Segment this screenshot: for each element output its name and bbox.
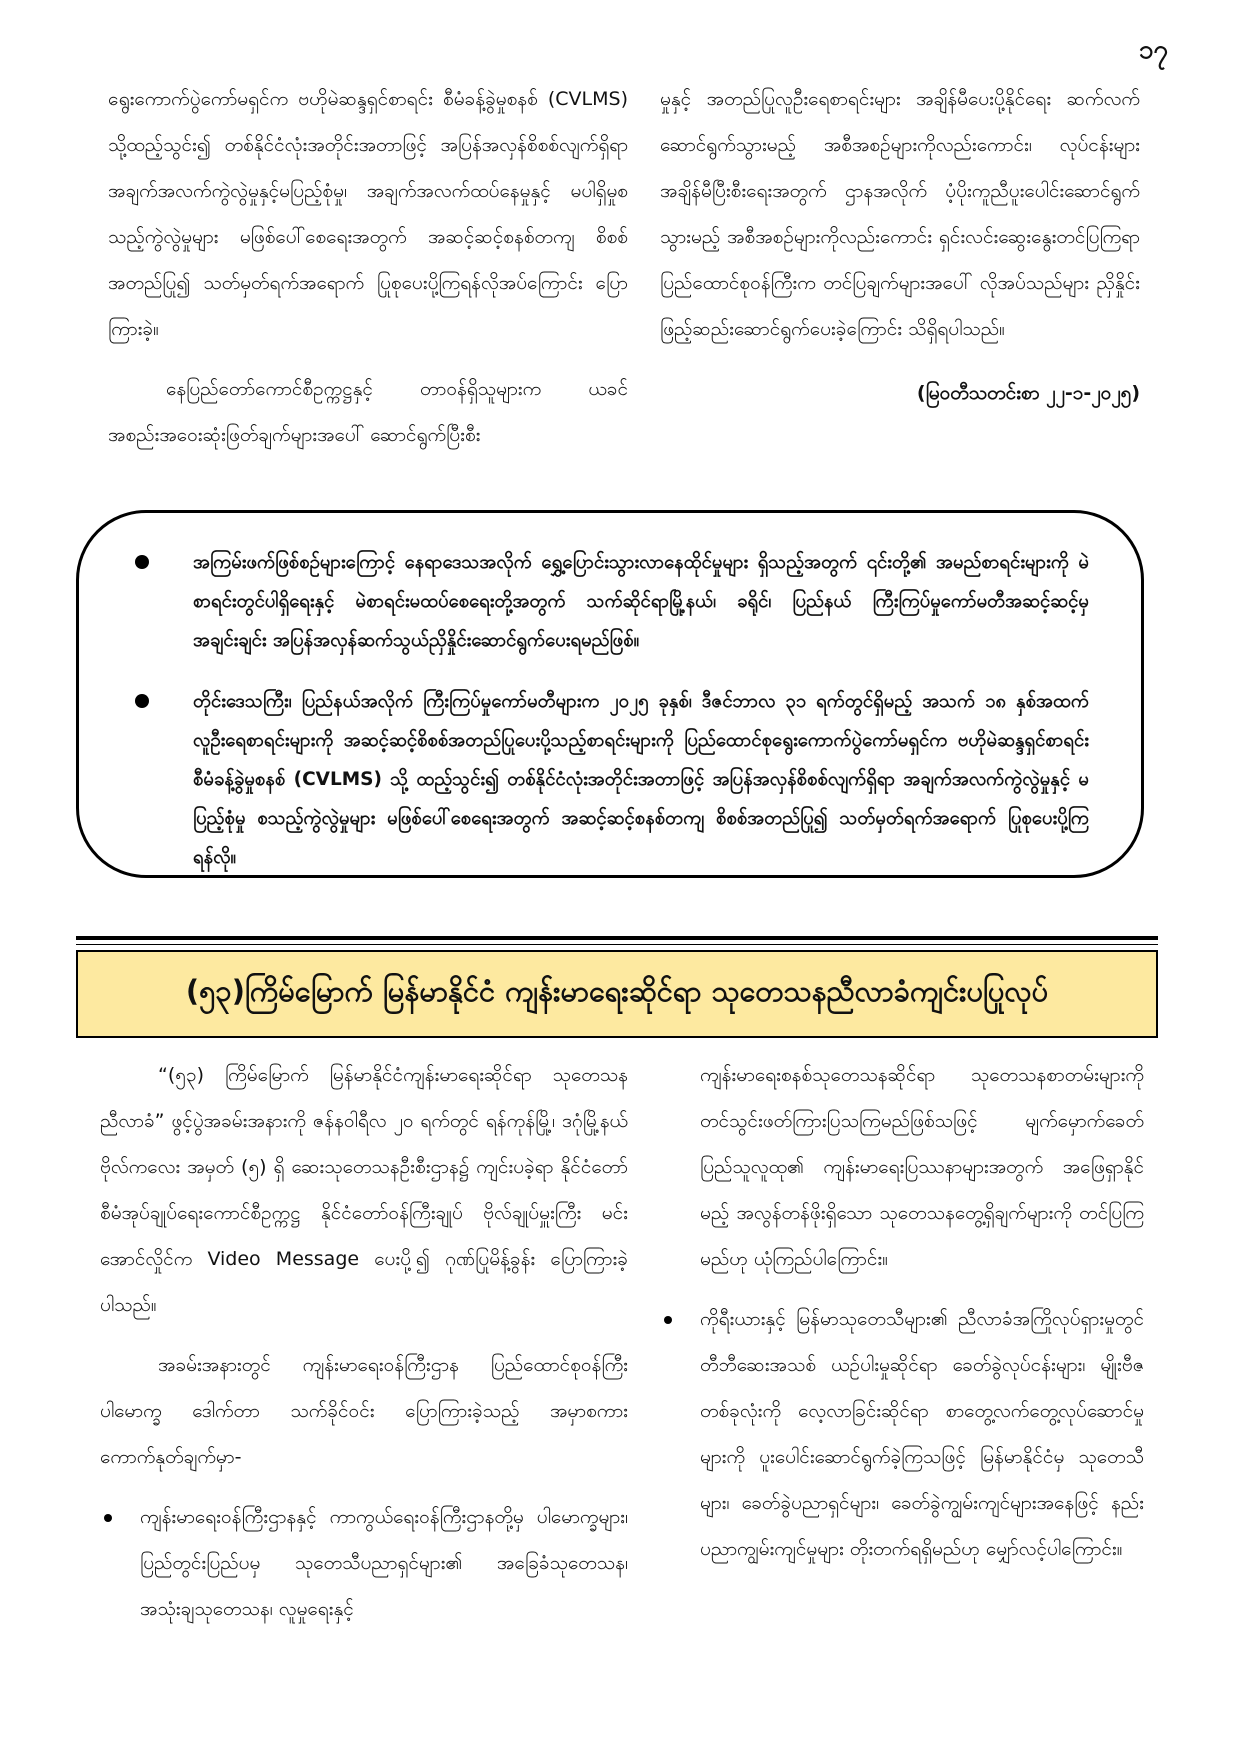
article-bullet-item [660,1296,1144,1572]
article-paragraph: “(၅၃) ကြိမ်မြောက် မြန်မာနိုင်ငံကျန်းမာရေးဆိုင်ရာ သုတေသနညီလာခံ” ဖွင့်ပွဲအခမ်းအနားကို ဇန်နဝါရီလ ၂၀ ရက်တွင် ရန်ကုန်မြို့၊ ဒဂုံမြို့နယ် ဗိုလ်ကလေး အမှတ် (၅) ရှိ ဆေးသုတေသနဦးစီးဌာန၌ ကျင်းပခဲ့ရာ နိုင်ငံတော်စီမံအုပ်ချုပ်ရေးကောင်စီဥက္ကဋ္ဌ နိုင်ငံတော်ဝန်ကြီးချုပ် ဗိုလ်ချုပ်မှူးကြီး မင်းအောင်လှိုင်က Video Message ပေးပို့၍ ဂုဏ်ပြုမိန့်ခွန်း ပြောကြားခဲ့ပါသည်။ [100,1064,628,1316]
summary-item-text: တိုင်းဒေသကြီး၊ ပြည်နယ်အလိုက် ကြီးကြပ်မှုကော်မတီများက ၂၀၂၅ ခုနှစ်၊ ဒီဇင်ဘာလ ၃၁ ရက်တွင်ရှိမည့် အသက် ၁၈ နှစ်အထက် လူဦးရေစာရင်းများကို အဆင့်ဆင့်စိစစ်အတည်ပြုပေးပို့သည့်စာရင်းများကို ပြည်ထောင်စုရွေးကောက်ပွဲကော်မရှင်က ဗဟိုမဲဆန္ဒရှင်စာရင်း စီမံခန့်ခွဲမှုစနစ် (CVLMS) သို့ ထည့်သွင်း၍ တစ်နိုင်ငံလုံးအတိုင်းအတာဖြင့် အပြန်အလှန်စိစစ်လျက်ရှိရာ အချက်အလက်ကွဲလွဲမှုနှင့် မပြည့်စုံမှု စသည့်ကွဲလွဲမှုများ မဖြစ်ပေါ်စေရေးအတွက် အဆင့်ဆင့်စနစ်တကျ စိစစ်အတည်ပြု၍ သတ်မှတ်ရက်အရောက် ပြုစုပေးပို့ကြရန်လို။ [193,691,1089,868]
article-paragraph: အခမ်းအနားတွင် ကျန်းမာရေးဝန်ကြီးဌာန ပြည်ထောင်စုဝန်ကြီး ပါမောက္ခ ဒေါက်တာ သက်ခိုင်ဝင်း ပြောကြားခဲ့သည့် အမှာစကားကောက်နုတ်ချက်မှာ- [100,1354,628,1468]
section-divider-thin [76,944,1158,945]
summary-item [135,682,1089,877]
summary-box [76,510,1144,878]
summary-list [135,543,1089,877]
bottom-article-left-column [100,1052,628,1632]
bullet-icon [135,555,149,569]
article-bullet-item [100,1494,628,1632]
article-paragraph: ကျန်းမာရေးစနစ်သုတေသနဆိုင်ရာ သုတေသနစာတမ်းများကို တင်သွင်းဖတ်ကြားပြသကြမည်ဖြစ်သဖြင့် မျက်မှောက်ခေတ် ပြည်သူလူထု၏ ကျန်းမာရေးပြဿနာများအတွက် အဖြေရှာနိုင်မည့် အလွန်တန်ဖိုးရှိသော သုတေသနတွေ့ရှိချက်များကို တင်ပြကြမည်ဟု ယုံကြည်ပါကြောင်း။ [700,1064,1144,1270]
section-title: (၅၃)ကြိမ်မြောက် မြန်မာနိုင်ငံ ကျန်းမာရေးဆိုင်ရာ သုတေသနညီလာခံကျင်းပပြုလုပ် [76,950,1158,1038]
bottom-article-right-column [660,1052,1144,1572]
article-bullet-text: ကျန်းမာရေးဝန်ကြီးဌာနနှင့် ကာကွယ်ရေးဝန်ကြီးဌာနတို့မှ ပါမောက္ခများ၊ ပြည်တွင်းပြည်ပမှ သုတေသီပညာရှင်များ၏ အခြေခံသုတေသန၊ အသုံးချသုတေသန၊ လူမှုရေးနှင့် [140,1506,628,1620]
summary-item-text: အကြမ်းဖက်ဖြစ်စဉ်များကြောင့် နေရာဒေသအလိုက် ရွှေ့ပြောင်းသွားလာနေထိုင်မှုများ ရှိသည့်အတွက် ၎င်းတို့၏ အမည်စာရင်းများကို မဲစာရင်းတွင်ပါရှိရေးနှင့် မဲစာရင်းမထပ်စေရေးတို့အတွက် သက်ဆိုင်ရာမြို့နယ်၊ ခရိုင်၊ ပြည်နယ် ကြီးကြပ်မှုကော်မတီအဆင့်ဆင့်မှ အချင်းချင်း အပြန်အလှန်ဆက်သွယ်ညှိနှိုင်းဆောင်ရွက်ပေးရမည်ဖြစ်။ [193,552,1089,651]
bullet-icon [104,1514,112,1522]
top-article-right-column [660,76,1140,430]
bullet-icon [664,1316,672,1324]
article-bullet-list [100,1494,628,1632]
article-source: (မြဝတီသတင်းစာ ၂၂-၁-၂၀၂၅) [916,382,1140,404]
bullet-icon [135,694,149,708]
top-article-left-column [108,76,628,472]
article-paragraph: ရွေးကောက်ပွဲကော်မရှင်က ဗဟိုမဲဆန္ဒရှင်စာရင်း စီမံခန့်ခွဲမှုစနစ် (CVLMS) သို့ထည့်သွင်း၍ တစ်နိုင်ငံလုံးအတိုင်းအတာဖြင့် အပြန်အလှန်စိစစ်လျက်ရှိရာ အချက်အလက်ကွဲလွဲမှုနှင့်မပြည့်စုံမှု၊ အချက်အလက်ထပ်နေမှုနှင့် မပါရှိမှုစသည့်ကွဲလွဲမှုများ မဖြစ်ပေါ်စေရေးအတွက် အဆင့်ဆင့်စနစ်တကျ စိစစ်အတည်ပြု၍ သတ်မှတ်ရက်အရောက် ပြုစုပေးပို့ကြရန်လိုအပ်ကြောင်း ပြောကြားခဲ့။ [108,88,628,340]
summary-item [135,543,1089,660]
article-paragraph: မှုနှင့် အတည်ပြုလူဦးရေစာရင်းများ အချိန်မီပေးပို့နိုင်ရေး ဆက်လက်ဆောင်ရွက်သွားမည့် အစီအစဉ်များကိုလည်းကောင်း၊ လုပ်ငန်းများအချိန်မီပြီးစီးရေးအတွက် ဌာနအလိုက် ပံ့ပိုးကူညီပူးပေါင်းဆောင်ရွက်သွားမည့် အစီအစဉ်များကိုလည်းကောင်း ရှင်းလင်းဆွေးနွေးတင်ပြကြရာ ပြည်ထောင်စုဝန်ကြီးက တင်ပြချက်များအပေါ် လိုအပ်သည်များ ညှိနှိုင်းဖြည့်ဆည်းဆောင်ရွက်ပေးခဲ့ကြောင်း သိရှိရပါသည်။ [660,88,1140,340]
article-bullet-list [660,1296,1144,1572]
article-paragraph: နေပြည်တော်ကောင်စီဥက္ကဋ္ဌနှင့် တာဝန်ရှိသူများက ယခင်အစည်းအဝေးဆုံးဖြတ်ချက်များအပေါ် ဆောင်ရွက်ပြီးစီး [108,378,628,446]
page-number: ၁၇ [1138,35,1168,65]
section-divider [76,936,1158,940]
article-bullet-text: ကိုရီးယားနှင့် မြန်မာသုတေသီများ၏ ညီလာခံအကြိုလုပ်ရှားမှုတွင် တီဘီဆေးအသစ် ယဉ်ပါးမှုဆိုင်ရာ ခေတ်ခွဲလုပ်ငန်းများ၊ မျိုးဗီဇတစ်ခုလုံးကို လေ့လာခြင်းဆိုင်ရာ စာတွေ့လက်တွေ့လုပ်ဆောင်မှုများကို ပူးပေါင်းဆောင်ရွက်ခဲ့ကြသဖြင့် မြန်မာနိုင်ငံမှ သုတေသီများ၊ ခေတ်ခွဲပညာရှင်များ၊ ခေတ်ခွဲကျွမ်းကျင်များအနေဖြင့် နည်းပညာကျွမ်းကျင်မှုများ တိုးတက်ရရှိမည်ဟု မျှော်လင့်ပါကြောင်း။ [700,1308,1144,1560]
